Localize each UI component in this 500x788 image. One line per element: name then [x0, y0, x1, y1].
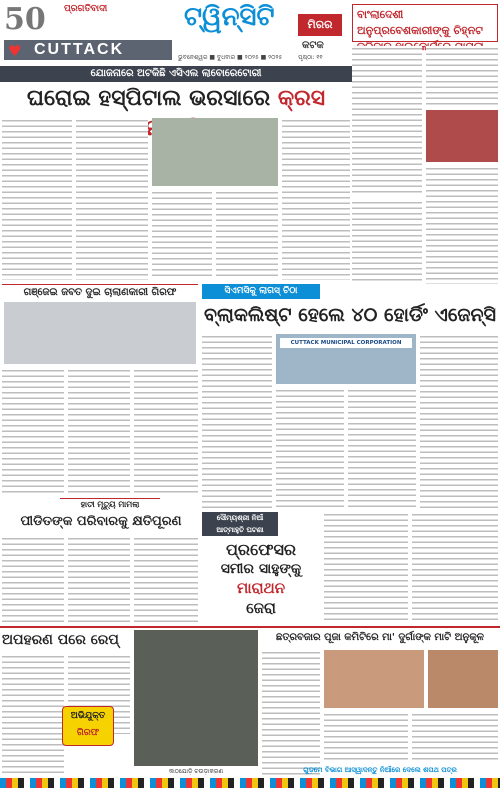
tragedy-headline: ପୀଡିତଙ୍କ ପରିବାରକୁ କ୍ଷତିପୂରଣ: [20, 514, 182, 529]
durga-headline: ଛତ୍ରବଜାର ପୂଜା କମିଟିରେ ମା' ଦୁର୍ଗାଙ୍କ ମାଟି ଅନୁକୂଳ: [275, 632, 484, 643]
cmc-headline: ବ୍ଲାକଲିଷ୍ଟ ହେଲେ ୪୦ ହୋର୍ଡିଂ ଏଜେନ୍ସି: [203, 304, 496, 326]
text-column: [152, 190, 212, 280]
color-registration-strip: [0, 778, 500, 788]
cmc-tag: ସିଏମସିକୁ ଲାଗସ୍ ଚିଠା: [202, 284, 320, 299]
edition-title: ଟ୍ୱିନ୍‌ସିଟି: [184, 2, 275, 32]
section-divider: [0, 626, 500, 628]
cmc-sign: CUTTACK MUNICIPAL CORPORATION: [280, 338, 412, 348]
text-column: [276, 388, 344, 510]
text-column: [412, 712, 498, 762]
anniversary-logo: [4, 2, 64, 38]
text-column: [412, 512, 498, 622]
court-photo: [426, 110, 498, 162]
marathon-line-d: ଜେରା: [246, 599, 276, 617]
brand-name: ପ୍ରଗତିବାଦୀ: [64, 4, 108, 14]
text-column: [76, 118, 148, 280]
text-column: [134, 536, 198, 622]
text-column: [352, 200, 422, 284]
text-column: [68, 368, 130, 496]
tragedy-kicker: ହାତୀ ମୃତ୍ୟୁ ମାମଲା: [60, 498, 160, 510]
edition-city: କଟକ: [302, 40, 324, 51]
rape-headline: ଅପହରଣ ପରେ ରେପ୍‌: [2, 632, 119, 648]
text-column: [2, 118, 72, 280]
text-column: [2, 368, 64, 496]
text-column: [202, 334, 272, 510]
badge-line-a: ଅଭିଯୁକ୍ତ: [70, 711, 106, 721]
arrest-photo: [4, 302, 196, 364]
ganja-headline: ଗଞ୍ଜେଇ ଜବତ ଦୁଇ ଚାଲାଣକାରୀ ଗିରଫ: [2, 284, 198, 300]
lead-headline-a: ଘରୋଇ ହସ୍ପିଟାଲ ଭରସାରେ: [26, 86, 278, 111]
mirror-badge: ମିରର: [298, 14, 342, 36]
heart-icon: ♥: [8, 42, 22, 60]
text-column: [2, 654, 64, 776]
puja-photo: [324, 650, 424, 708]
road-photo-caption: କାଠଯୋଡ଼ି ଚଉଡ଼ାକରଣ: [169, 768, 223, 775]
anniversary-number: 50: [4, 2, 46, 37]
lead-headline-b: କ୍ରସ: [277, 86, 326, 111]
badge-line-b: ଗିରଫ: [76, 728, 100, 738]
marathon-line-a: ପ୍ରଫେସର: [225, 540, 297, 559]
text-column: [216, 190, 278, 280]
lead-kicker: ଯୋଜନାରେ ଅଟକିଛି ଏସିଏଲ ଲାବୋରେଟୋରୀ: [0, 66, 352, 82]
idol-photo: [428, 650, 498, 708]
text-column: [348, 388, 416, 510]
text-column: [426, 46, 498, 106]
lead-headline: [0, 84, 352, 114]
text-column: [352, 46, 422, 196]
hospital-photo: [152, 118, 278, 186]
marathon-line-c: ମାରାଥନ: [236, 579, 286, 597]
text-column: [324, 512, 408, 622]
top-right-headline: ବାଂଲାଦେଶୀ ଅନୁପ୍ରବେଶକାରୀଙ୍କୁ ଚିହ୍ନଟ ହାଇକୋର୍ଟରେ: [352, 4, 498, 42]
dateline-text: ଭୁବନେଶ୍ୱର ■ ବୁଧବାର ■ ୨୦୨୫ ■ ୨୦୨୫: [178, 54, 283, 61]
page-number: ପୃଷ୍ଠା: ୧୧: [298, 54, 323, 61]
road-photo: [134, 630, 258, 766]
footer-note: ଗୁଡ଼ମେ ବିଭାଗ ଆସ୍ୱାଦନ୍ତୁ ନିଆଁରେ ଦେଲେ ଶପଥ ପତ୍ର: [303, 766, 457, 774]
text-column: [262, 650, 320, 776]
marathon-headline: [202, 540, 320, 620]
text-column: [420, 334, 498, 510]
text-column: [2, 536, 64, 622]
text-column: [134, 368, 198, 496]
text-column: [426, 166, 498, 284]
marathon-tag: ସୌମ୍ୟଶ୍ରୀ ନିଆଁ ଆତ୍ମାହୁତି ଘଟଣା: [202, 512, 278, 536]
marathon-line-b: ସମୀର ସାହୁଙ୍କୁ: [220, 561, 302, 577]
accused-arrest-badge: [62, 706, 114, 746]
text-column: [68, 536, 130, 622]
text-column: [282, 118, 350, 280]
city-banner: CUTTACK: [4, 40, 172, 60]
text-column: [324, 712, 408, 762]
